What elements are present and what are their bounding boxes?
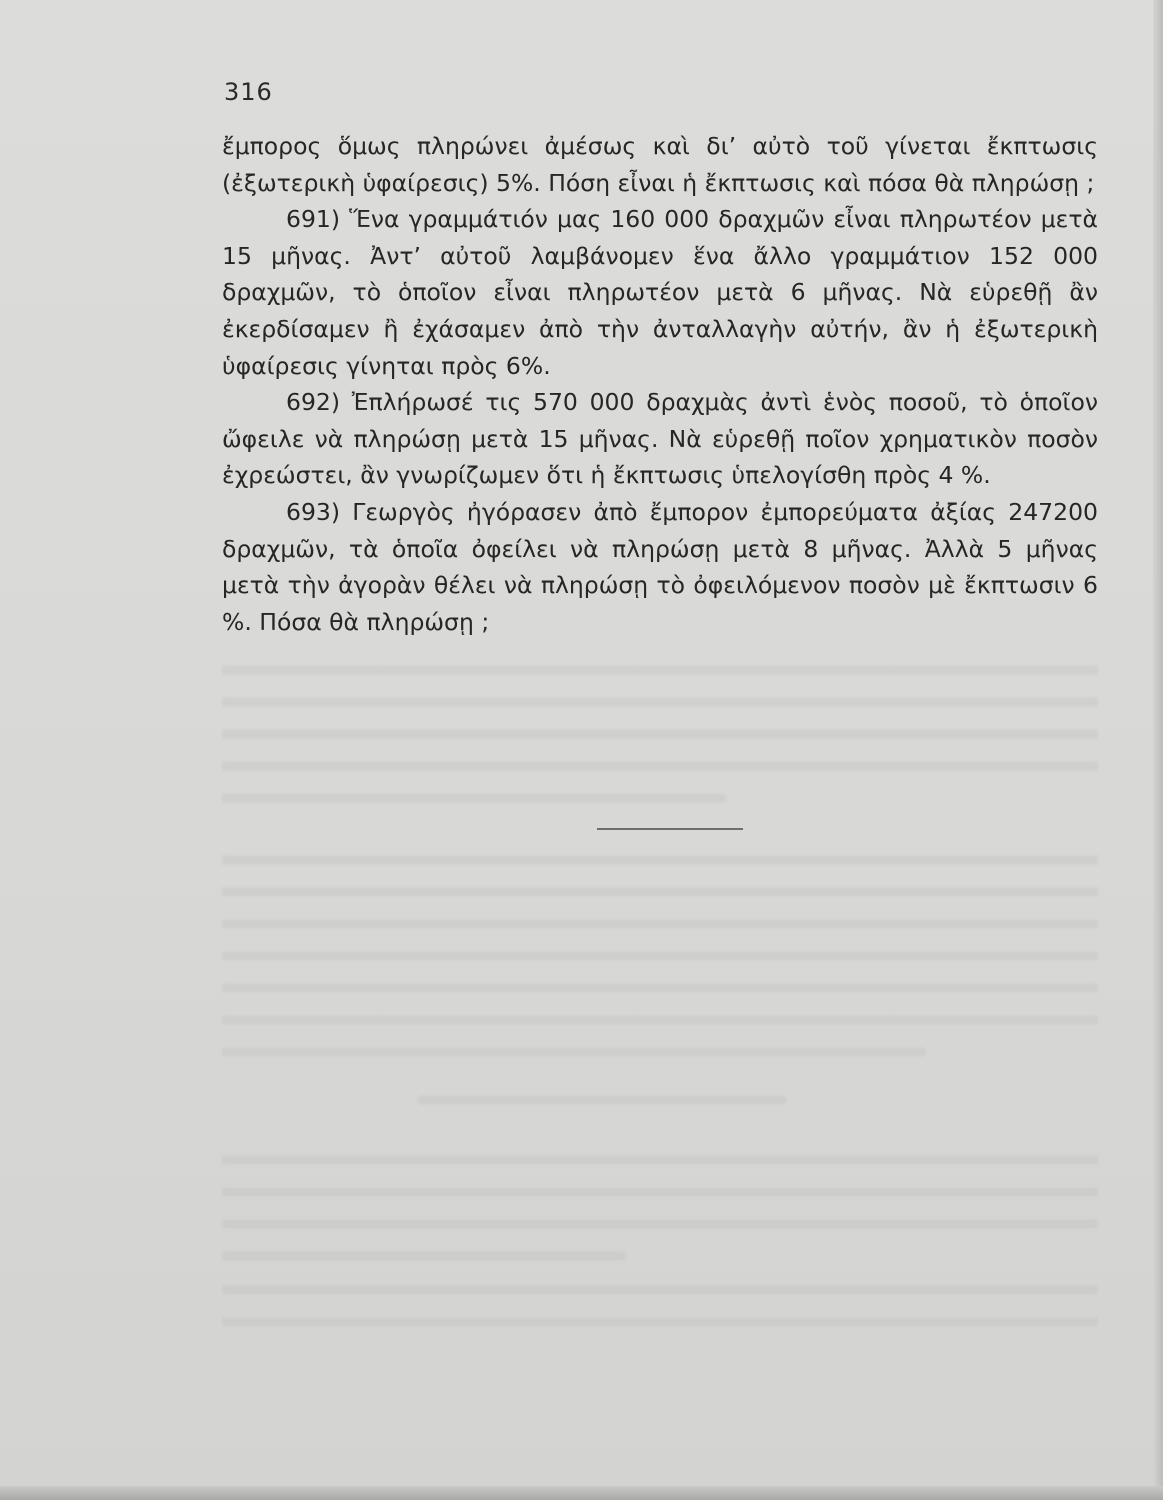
body-text [222,128,1098,640]
problem-691: 691) Ἕνα γραμμάτιόν μας 160 000 δραχμῶν εἶναι πληρωτέον μετὰ 15 μῆνας. Ἀντ’ αὐτοῦ λαμβάνομεν ἕνα ἄλλο γραμμάτιον 152 000 δραχμῶν, τὸ ὁποῖον εἶναι πληρωτέον μετὰ 6 μῆνας. Νὰ εὑρεθῇ ἂν ἐκερδίσαμεν ἢ ἐχάσαμεν ἀπὸ τὴν ἀνταλλαγὴν αὐτήν, ἂν ἡ ἐξωτερικὴ ὑφαίρεσις γίνηται πρὸς 6%. [222,205,1098,380]
page-number: 316 [224,78,273,106]
problem-693: 693) Γεωργὸς ἠγόρασεν ἀπὸ ἔμπορον ἐμπορεύματα ἀξίας 247200 δραχμῶν, τὰ ὁποῖα ὀφείλει νὰ πληρώσῃ μετὰ 8 μῆνας. Ἀλλὰ 5 μῆνας μετὰ τὴν ἀγορὰν θέλει νὰ πληρώσῃ τὸ ὀφειλόμενον ποσὸν μὲ ἔκπτωσιν 6 %. Πόσα θὰ πληρώσῃ ; [222,497,1098,636]
paragraph-continuation: ἔμπορος ὅμως πληρώνει ἀμέσως καὶ δι’ αὐτὸ τοῦ γίνεται ἔκπτωσις (ἐξωτερικὴ ὑφαίρεσις) 5%. Πόση εἶναι ἡ ἔκπτωσις καὶ πόσα θὰ πληρώσῃ ; [222,132,1098,197]
page-bottom-edge [0,1486,1163,1500]
problem-692: 692) Ἐπλήρωσέ τις 570 000 δραχμὰς ἀντὶ ἑνὸς ποσοῦ, τὸ ὁποῖον ὤφειλε νὰ πληρώσῃ μετὰ 15 μῆνας. Νὰ εὑρεθῇ ποῖον χρηματικὸν ποσὸν ἐχρεώστει, ἂν γνωρίζωμεν ὅτι ἡ ἔκπτωσις ὑπελογίσθη πρὸς 4 %. [222,388,1098,490]
page-right-edge [1153,0,1163,1500]
section-divider [597,828,743,830]
show-through-texture [222,660,1098,1340]
show-through-lines [222,660,1098,1340]
